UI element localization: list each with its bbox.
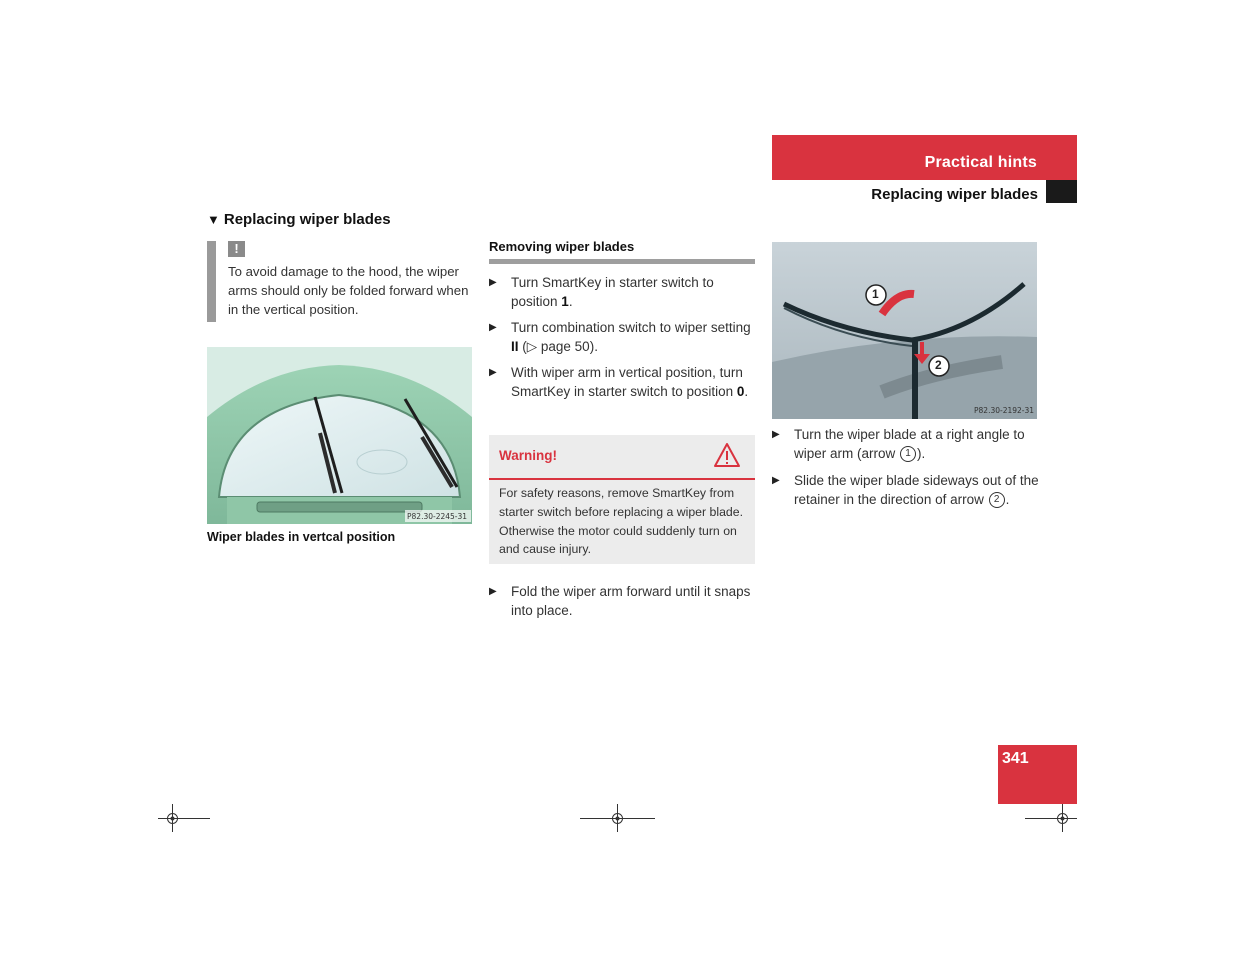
registration-mark-icon (1057, 813, 1068, 824)
figure-label-1: 1 (872, 287, 879, 301)
crop-mark (1025, 818, 1077, 819)
bullet-arrow-icon: ▶ (489, 322, 497, 333)
down-triangle-icon: ▼ (207, 212, 220, 227)
bullet-arrow-icon: ▶ (772, 475, 780, 486)
registration-mark-icon (612, 813, 623, 824)
page-number-box (998, 745, 1077, 804)
topic-heading (207, 211, 391, 228)
figure-code: P82.30-2192-31 (974, 406, 1035, 415)
warning-box (489, 435, 755, 564)
bullet-arrow-icon: ▶ (489, 586, 497, 597)
warning-text: For safety reasons, remove SmartKey from starter switch before replacing a wiper blade. Otherwise the motor could suddenly turn on and cause injury. (499, 486, 744, 557)
callout-number: 1 (900, 446, 916, 462)
figure-code: P82.30-2245-31 (407, 512, 468, 521)
figure-caption: Wiper blades in vertcal position (207, 530, 396, 544)
instruction-step: ▶ Turn the wiper blade at a right angle to wiper arm (arrow 1 ). (772, 427, 1025, 461)
figure-wiper-vertical (207, 347, 472, 524)
figure-wiper-removal (772, 242, 1037, 419)
instruction-step: ▶ Fold the wiper arm forward until it snaps into place. (489, 584, 751, 618)
subsection-title: Removing wiper blades (489, 239, 755, 264)
chapter-header-bar (772, 135, 1077, 180)
page-number: 341 (1002, 750, 1029, 767)
notice-bar (207, 241, 216, 322)
section-marker (1046, 180, 1077, 203)
exclamation-icon: ! (228, 241, 245, 257)
instruction-step: ▶ Turn SmartKey in starter switch to position 1. (489, 275, 714, 309)
warning-header (489, 435, 755, 480)
bullet-arrow-icon: ▶ (489, 277, 497, 288)
warning-title: Warning! (499, 448, 557, 463)
crop-mark (158, 818, 210, 819)
warning-triangle-icon (713, 442, 741, 473)
instruction-step: ▶ Turn combination switch to wiper setting II (▷ page 50). (489, 320, 751, 354)
instruction-step: ▶ With wiper arm in vertical position, turn SmartKey in starter switch to position 0. (489, 365, 749, 399)
notice-text: To avoid damage to the hood, the wiper arms should only be folded forward when in the vertical position. (228, 264, 469, 317)
registration-mark-icon (167, 813, 178, 824)
topic-heading-text: Replacing wiper blades (223, 211, 391, 228)
section-title: Replacing wiper blades (871, 186, 1038, 203)
instruction-step: ▶ Slide the wiper blade sideways out of the retainer in the direction of arrow 2 . (772, 473, 1039, 507)
bullet-arrow-icon: ▶ (772, 429, 780, 440)
figure-label-2: 2 (935, 358, 942, 372)
bullet-arrow-icon: ▶ (489, 367, 497, 378)
callout-number: 2 (989, 492, 1005, 508)
chapter-title: Practical hints (924, 154, 1037, 171)
